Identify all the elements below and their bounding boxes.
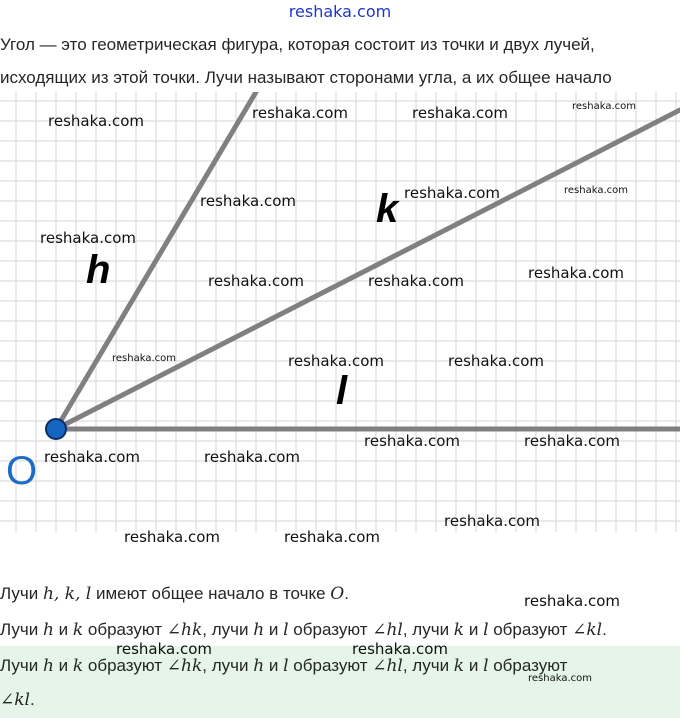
intro-line-1: Угол — это геометрическая фигура, которая состоит из точки и двух лучей, [0, 35, 595, 54]
watermark: reshaka.com [412, 104, 508, 122]
label-vertex-o: O [6, 449, 38, 493]
watermark: reshaka.com [204, 448, 300, 466]
label-h: h [86, 248, 111, 292]
watermark: reshaka.com [368, 272, 464, 290]
watermark: reshaka.com [40, 229, 136, 247]
label-l: l [336, 369, 348, 413]
highlight-line-2: ∠kl. [0, 690, 35, 710]
watermark: reshaka.com [352, 640, 448, 658]
sentence-angles: Лучи h и k образуют ∠hk, лучи h и l образуют ∠hl, лучи k и l образуют ∠kl. [0, 620, 607, 640]
angle-diagram [0, 92, 680, 542]
highlight-line-1: Лучи h и k образуют ∠hk, лучи h и l образуют ∠hl, лучи k и l образуют [0, 656, 568, 676]
watermark: reshaka.com [44, 448, 140, 466]
watermark: reshaka.com [528, 673, 592, 684]
watermark: reshaka.com [200, 192, 296, 210]
label-k: k [376, 187, 399, 231]
intro-paragraph [0, 28, 680, 94]
vertex-point [46, 419, 66, 439]
watermark: reshaka.com [404, 184, 500, 202]
watermark: reshaka.com [48, 112, 144, 130]
watermark: reshaka.com [288, 352, 384, 370]
watermark: reshaka.com [208, 272, 304, 290]
watermark: reshaka.com [444, 512, 540, 530]
grid-background [0, 92, 680, 532]
watermark: reshaka.com [564, 185, 628, 196]
site-logo[interactable]: reshaka.com [288, 2, 392, 21]
sentence-common-origin: Лучи h, k, l имеют общее начало в точке O. [0, 584, 349, 604]
watermark: reshaka.com [116, 640, 212, 658]
watermark: reshaka.com [528, 264, 624, 282]
intro-line-2: исходящих из этой точки. Лучи называют сторонами угла, а их общее начало [0, 68, 612, 87]
watermark: reshaka.com [572, 101, 636, 112]
watermark: reshaka.com [364, 432, 460, 450]
watermark: reshaka.com [284, 528, 380, 546]
watermark: reshaka.com [252, 104, 348, 122]
watermark: reshaka.com [124, 528, 220, 546]
watermark: reshaka.com [524, 592, 620, 610]
watermark: reshaka.com [524, 432, 620, 450]
watermark: reshaka.com [112, 353, 176, 364]
watermark: reshaka.com [448, 352, 544, 370]
